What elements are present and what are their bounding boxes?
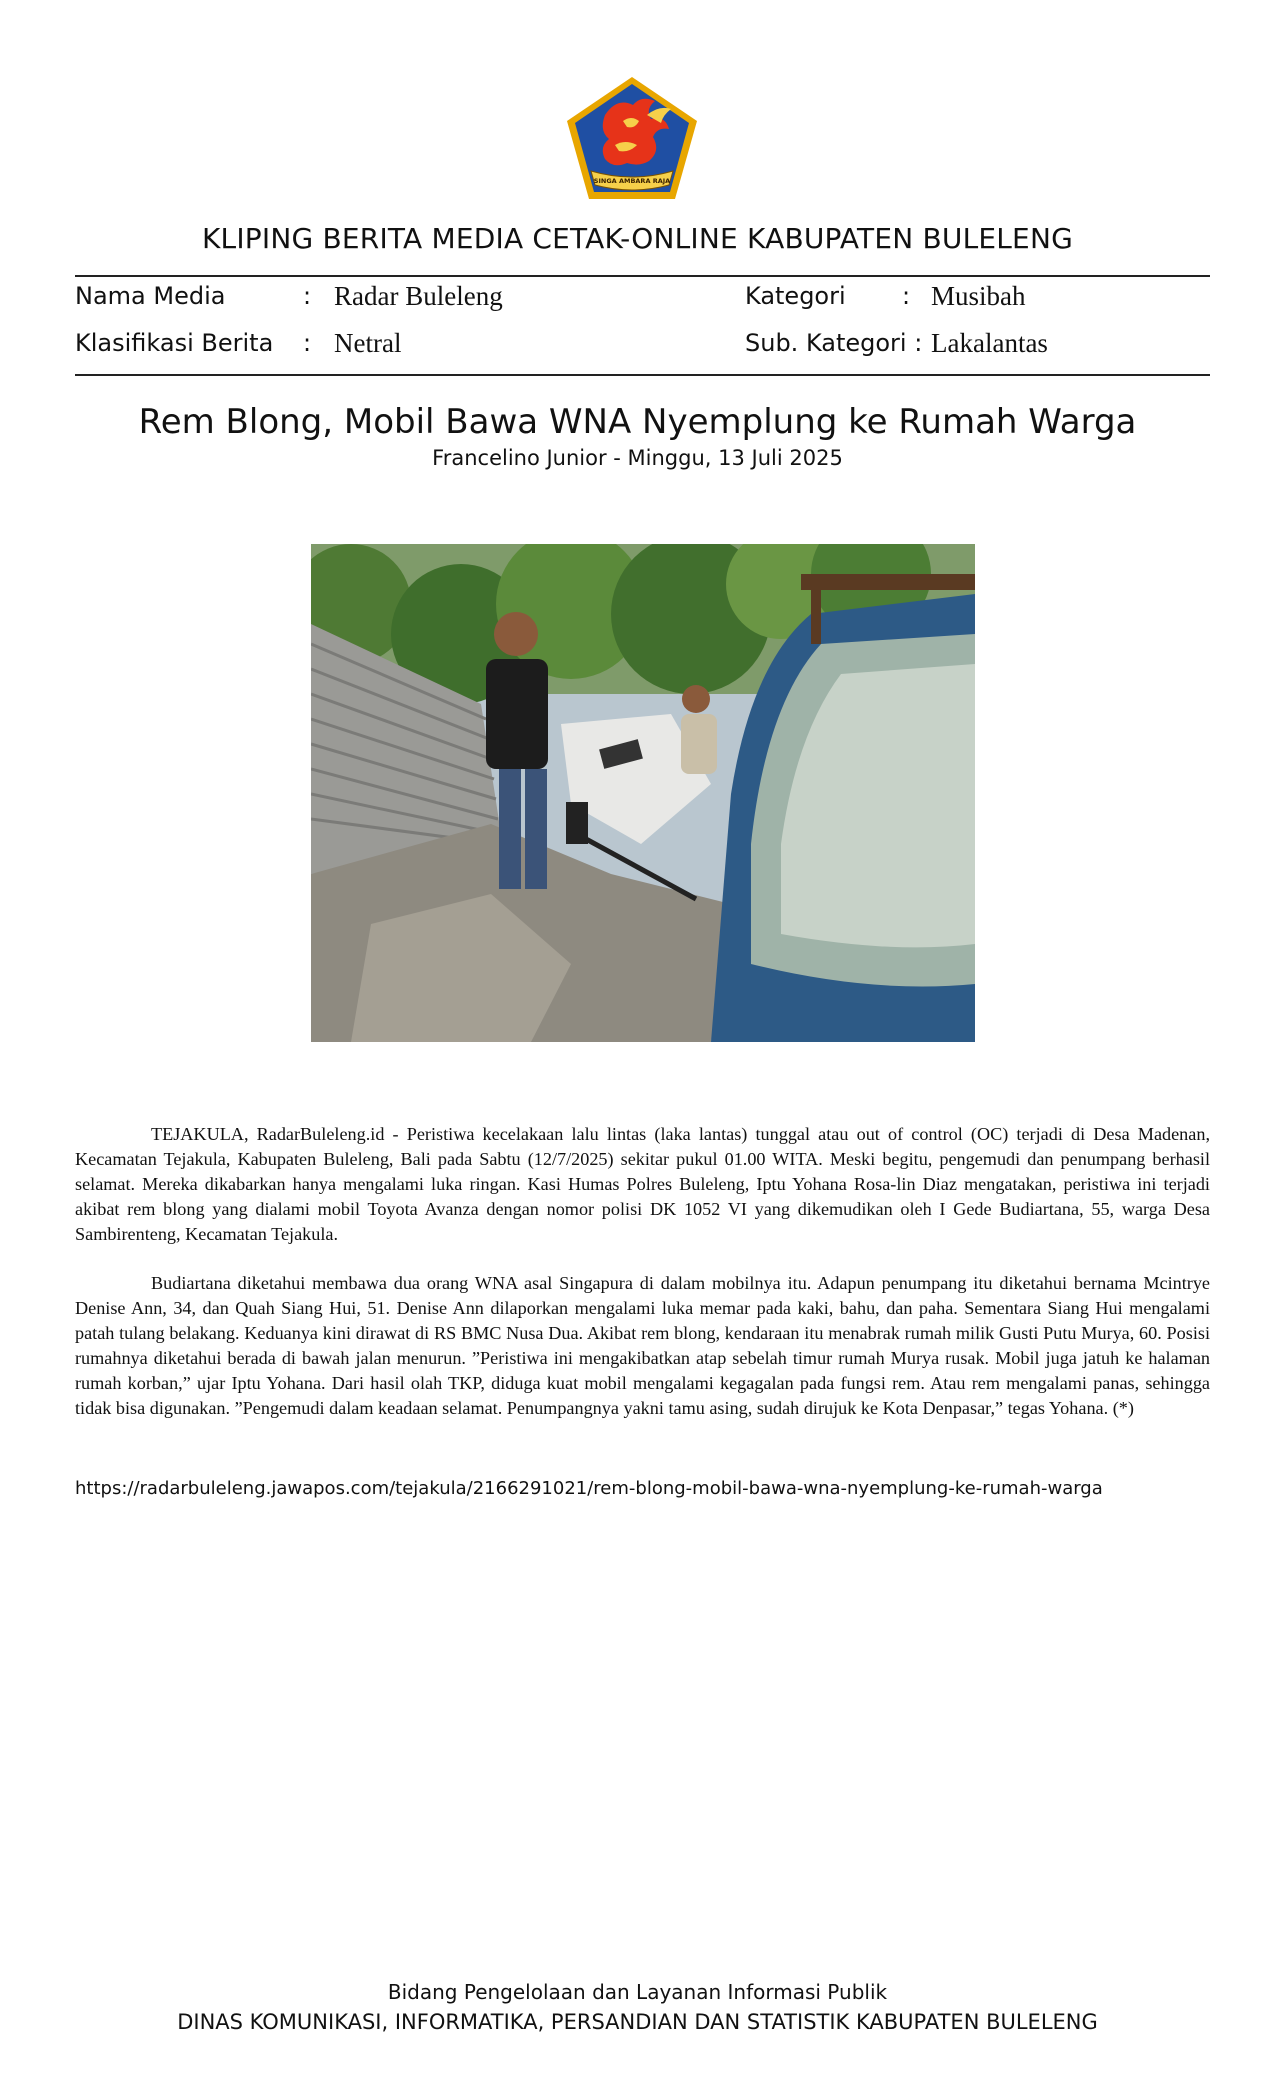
header-divider-top [75, 275, 1210, 277]
subkategori-label: Sub. Kategori : [745, 329, 923, 357]
article-title: Rem Blong, Mobil Bawa WNA Nyemplung ke Rumah Warga [138, 402, 1137, 442]
accident-scene-photo-icon [311, 544, 975, 1042]
logo-motto [565, 75, 699, 201]
footer-division: Bidang Pengelolaan dan Layanan Informasi Publik [387, 1980, 888, 2004]
klasifikasi-value: Netral [334, 328, 402, 358]
footer-agency: DINAS KOMUNIKASI, INFORMATIKA, PERSANDIAN DAN STATISTIK KABUPATEN BULELENG [177, 2010, 1098, 2034]
clipping-header-title: KLIPING BERITA MEDIA CETAK-ONLINE KABUPATEN BULELENG [201, 222, 1073, 255]
kategori-colon: : [902, 282, 911, 310]
subkategori-value: Lakalantas [931, 328, 1048, 358]
meta-row-1 [75, 282, 1210, 322]
kategori-label: Kategori [745, 282, 846, 310]
svg-text:SINGA AMBARA RAJA: SINGA AMBARA RAJA [593, 177, 671, 185]
article-byline: Francelino Junior - Minggu, 13 Juli 2025 [432, 446, 843, 470]
meta-row-2 [75, 329, 1210, 369]
media-colon: : [303, 282, 312, 310]
klasifikasi-colon: : [303, 329, 312, 357]
source-link[interactable]: https://radarbuleleng.jawapos.com/tejakula/2166291021/rem-blong-mobil-bawa-wna-nyemplung-ke-rumah-warga [75, 1478, 1103, 1499]
klasifikasi-label: Klasifikasi Berita [75, 329, 274, 357]
article-photo [311, 544, 975, 1042]
kategori-value: Musibah [931, 281, 1026, 311]
article-paragraph-1: TEJAKULA, RadarBuleleng.id - Peristiwa kecelakaan lalu lintas (laka lantas) tunggal atau out of control (OC) terjadi di Desa Madenan, Kecamatan Tejakula, Kabupaten Buleleng, Bali pada Sabtu (12/7/2025) sekitar pukul 01.00 WITA. Meski begitu, pengemudi dan penumpang berhasil selamat. Mereka dikabarkan hanya mengalami luka ringan. Kasi Humas Polres Buleleng, Iptu Yohana Rosa-lin Diaz mengatakan, peristiwa ini terjadi akibat rem blong yang dialami mobil Toyota Avanza dengan nomor polisi DK 1052 VI yang dikemudikan oleh I Gede Budiartana, 55, warga Desa Sambirenteng, Kecamatan Tejakula. [75, 1124, 1210, 1244]
header-divider-bottom [75, 374, 1210, 376]
media-value: Radar Buleleng [334, 281, 503, 311]
media-label: Nama Media [75, 282, 226, 310]
article-paragraph-2: Budiartana diketahui membawa dua orang WNA asal Singapura di dalam mobilnya itu. Adapun penumpang itu diketahui bernama Mcintrye Denise Ann, 34, dan Quah Siang Hui, 51. Denise Ann dilaporkan mengalami luka memar pada kaki, bahu, dan paha. Sementara Siang Hui mengalami patah tulang belakang. Keduanya kini dirawat di RS BMC Nusa Dua. Akibat rem blong, kendaraan itu menabrak rumah milik Gusti Putu Murya, 60. Posisi rumahnya diketahui berada di bawah jalan menurun. ”Peristiwa ini mengakibatkan atap sebelah timur rumah Murya rusak. Mobil juga jatuh ke halaman rumah korban,” ujar Iptu Yohana. Dari hasil olah TKP, diduga kuat mobil mengalami kegagalan pada fungsi rem. Atau rem mengalami panas, sehingga tidak bisa digunakan. ”Pengemudi dalam keadaan selamat. Penumpangnya yakni tamu asing, sudah dirujuk ke Kota Denpasar,” tegas Yohana. (*) [75, 1273, 1210, 1418]
regency-logo [565, 75, 699, 201]
